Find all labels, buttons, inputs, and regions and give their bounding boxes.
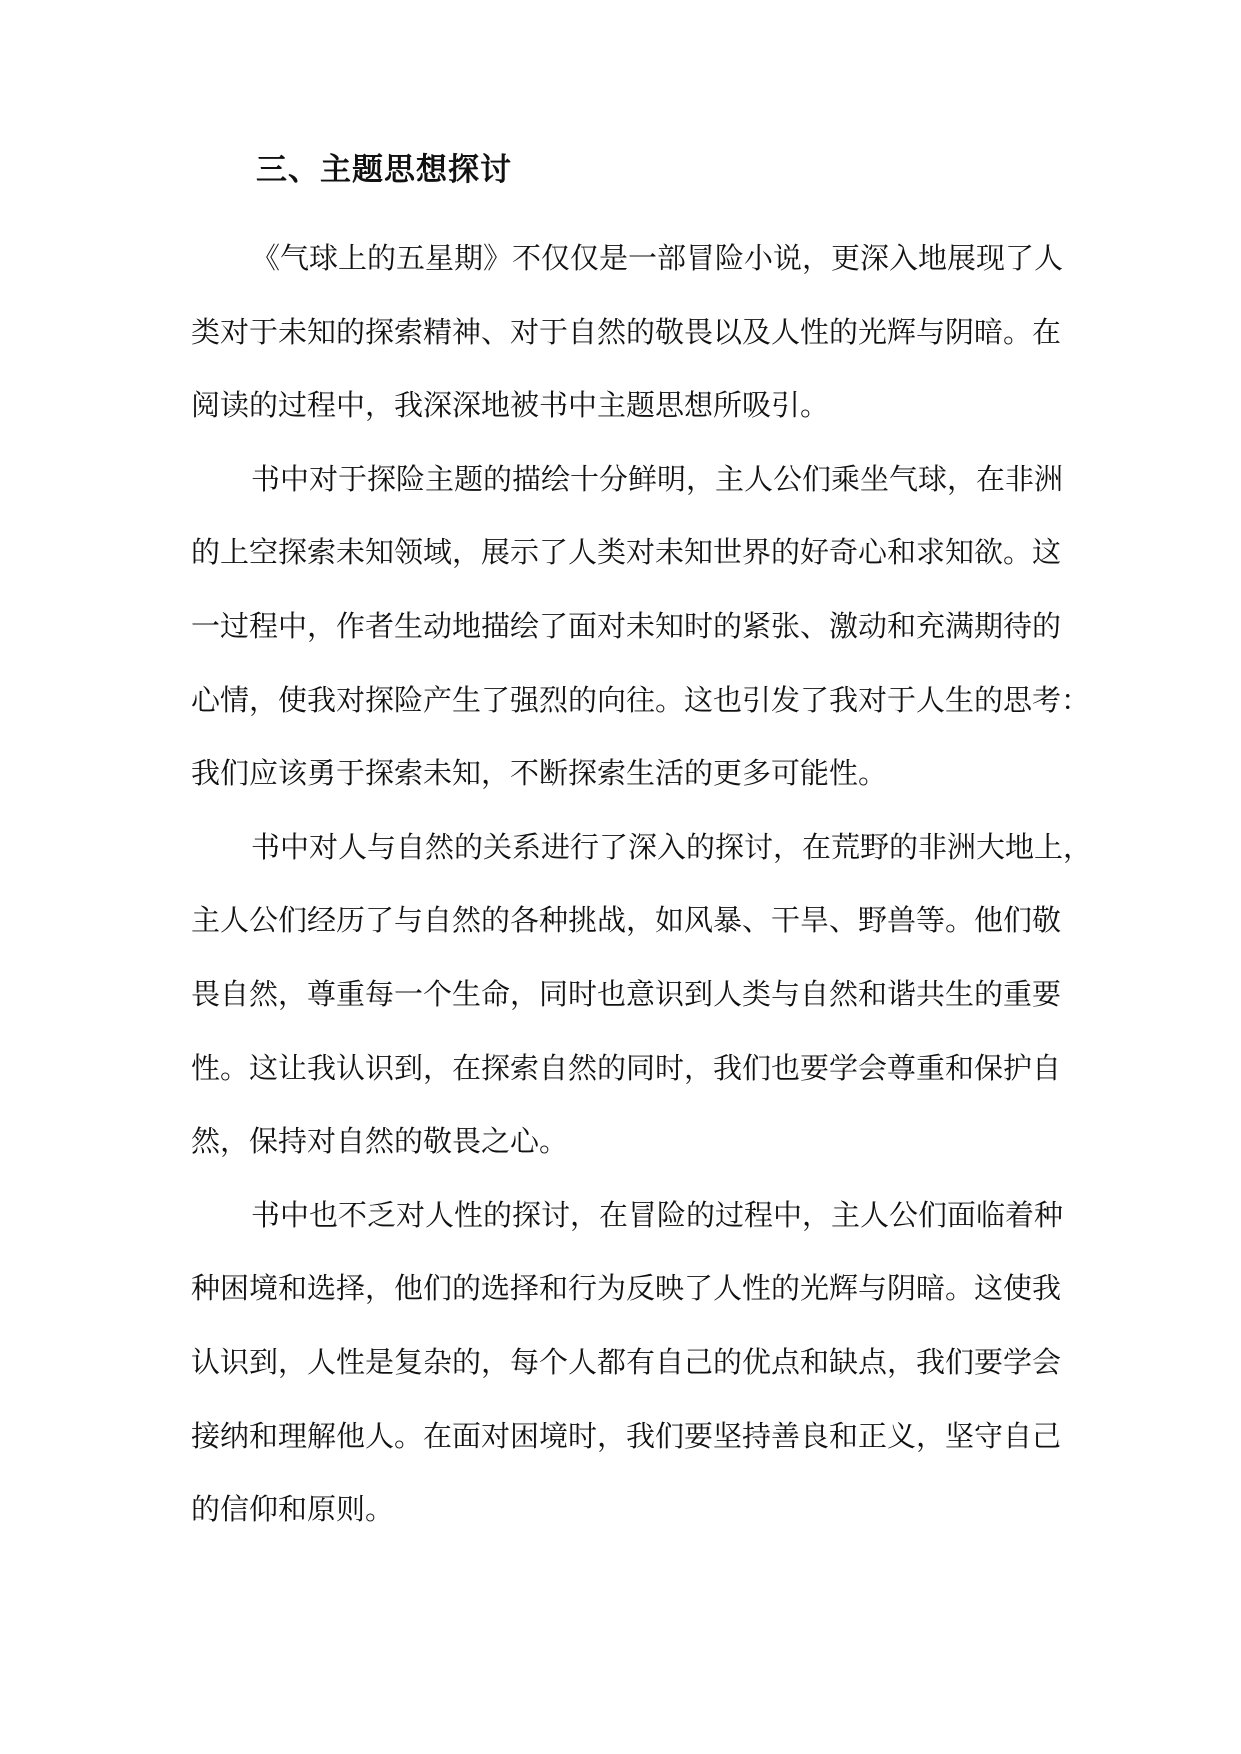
text-line: 一过程中，作者生动地描绘了面对未知时的紧张、激动和充满期待的 bbox=[191, 608, 1062, 643]
paragraph-3 bbox=[191, 811, 1093, 1179]
text-line: 认识到，人性是复杂的，每个人都有自己的优点和缺点，我们要学会 bbox=[191, 1344, 1062, 1379]
text-line: 书中对人与自然的关系进行了深入的探讨，在荒野的非洲大地上， bbox=[251, 829, 1093, 864]
text-line: 阅读的过程中，我深深地被书中主题思想所吸引。 bbox=[191, 388, 830, 423]
text-line: 然，保持对自然的敬畏之心。 bbox=[191, 1124, 569, 1159]
text-line: 主人公们经历了与自然的各种挑战，如风暴、干旱、野兽等。他们敬 bbox=[191, 903, 1062, 938]
text-line: 书中也不乏对人性的探讨，在冒险的过程中，主人公们面临着种 bbox=[251, 1197, 1064, 1232]
section-heading: 三、主题思想探讨 bbox=[256, 152, 512, 188]
body-text bbox=[191, 222, 1093, 1547]
paragraph-1 bbox=[191, 222, 1064, 443]
text-line: 《气球上的五星期》不仅仅是一部冒险小说，更深入地展现了人 bbox=[251, 241, 1064, 275]
text-line: 类对于未知的探索精神、对于自然的敬畏以及人性的光辉与阴暗。在 bbox=[191, 314, 1062, 349]
text-line: 书中对于探险主题的描绘十分鲜明，主人公们乘坐气球，在非洲 bbox=[251, 461, 1064, 496]
paragraph-2 bbox=[191, 443, 1091, 811]
text-line: 畏自然，尊重每一个生命，同时也意识到人类与自然和谐共生的重要 bbox=[191, 976, 1062, 1011]
paragraph-4 bbox=[191, 1179, 1064, 1547]
text-line: 接纳和理解他人。在面对困境时，我们要坚持善良和正义，坚守自己 bbox=[191, 1418, 1062, 1453]
text-line: 性。这让我认识到，在探索自然的同时，我们也要学会尊重和保护自 bbox=[191, 1050, 1062, 1085]
text-line: 种困境和选择，他们的选择和行为反映了人性的光辉与阴暗。这使我 bbox=[191, 1271, 1062, 1306]
text-line: 的信仰和原则。 bbox=[191, 1492, 395, 1527]
text-line: 心情，使我对探险产生了强烈的向往。这也引发了我对于人生的思考： bbox=[191, 682, 1091, 717]
text-line: 的上空探索未知领域，展示了人类对未知世界的好奇心和求知欲。这 bbox=[191, 535, 1062, 570]
text-line: 我们应该勇于探索未知，不断探索生活的更多可能性。 bbox=[191, 756, 888, 791]
